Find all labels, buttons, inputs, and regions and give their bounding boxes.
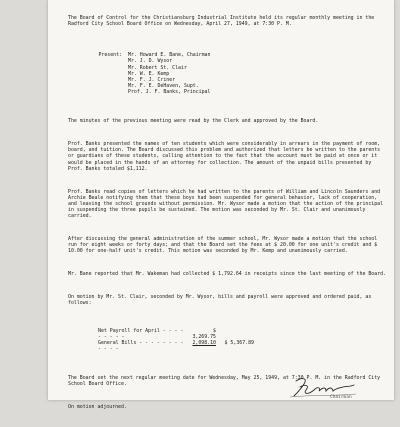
minutes-body xyxy=(68,3,386,427)
document-page xyxy=(48,0,394,411)
adjourned-paragraph: On motion adjourned. xyxy=(68,404,127,411)
present-member: Mr. Robert St. Clair xyxy=(128,64,187,71)
bills-paragraph: On motion by Mr. St. Clair, seconded by Mr. Wysor, bills and payroll were approved and ordered paid, as follows: xyxy=(68,294,375,307)
signature-title: Chairman xyxy=(330,395,352,400)
minutes-approval-paragraph: The minutes of the previous meeting were read by the Clerk and approved by the Board. xyxy=(68,118,319,125)
present-list xyxy=(68,52,386,95)
total-amount: $ 5,367.89 xyxy=(224,339,254,346)
present-member: Mr. J. D. Wysor xyxy=(128,58,173,65)
present-member: Mr. Howard E. Bane, Chairman xyxy=(128,52,211,59)
receipts-paragraph: Mr. Bane reported that Mr. Wakeman had collected $ 1,792.64 in receipts since the last meeting of the Board. xyxy=(68,271,386,278)
present-label: Present: xyxy=(98,52,122,59)
arrears-paragraph: Prof. Banks presented the names of ten students which were considerably in arrears in the payment of room, board, and tuition. The Board discussed this problem and authorized that letters be written to the parents or guardians of these students, calling attention to the fact that the account must be paid at once or it would be placed in the hands of an attorney for collection. The amount of the unpaid bills presented by Prof. Banks totaled $1,112. xyxy=(68,141,384,172)
next-meeting-paragraph: The Board set the next regular meeting date for Wednesday, May 25, 1949, at 7:30 P. M. in the Radford City School Board Office. xyxy=(68,375,384,388)
general-bills-label: General Bills - - - - - - - - - - - - xyxy=(98,339,187,352)
suspension-paragraph: Prof. Banks read copies of letters which he had written to the parents of William and Lincoln Saunders and Archie Beale notifying them that these boys had been suspended for general behavior, lack of cooperation, and leaving the school grounds without permission. Mr. Wysor made a motion that the action of the principal in suspending the three pupils be sustained. The motion was seconded by Mr. St. Clair and unanimously carried. xyxy=(68,188,387,219)
payroll-table xyxy=(98,328,386,352)
general-bills-amount: 2,098.10 xyxy=(192,339,216,346)
present-member: Prof. J. F. Banks, Principal xyxy=(128,88,211,95)
present-member: Mr. W. E. Kemp xyxy=(128,70,170,77)
net-payroll-label: Net Payroll for April - - - - - - - - - xyxy=(98,327,187,340)
net-payroll-amount: $ 3,269.75 xyxy=(192,327,219,340)
intro-paragraph: The Board of Control for the Christiansburg Industrial Institute held its regular monthly meeting in the Radford City School Board Office on Wednesday, April 27, 1949, at 7:30 P. M. xyxy=(68,15,378,28)
summer-school-paragraph: After discussing the general administration of the summer school, Mr. Wysor made a motion that the school run for eight weeks or forty days; and that the Board set the fees at $ 20.00 for one unit's credit and $ 10.00 for one-half unit's credit. This motion was seconded by Mr. Kemp and unanimously carried. xyxy=(68,235,381,255)
present-member: Mr. F. J. Criner xyxy=(128,76,176,83)
present-member: Mr. F. E. DeHaven, Supt. xyxy=(128,82,199,89)
